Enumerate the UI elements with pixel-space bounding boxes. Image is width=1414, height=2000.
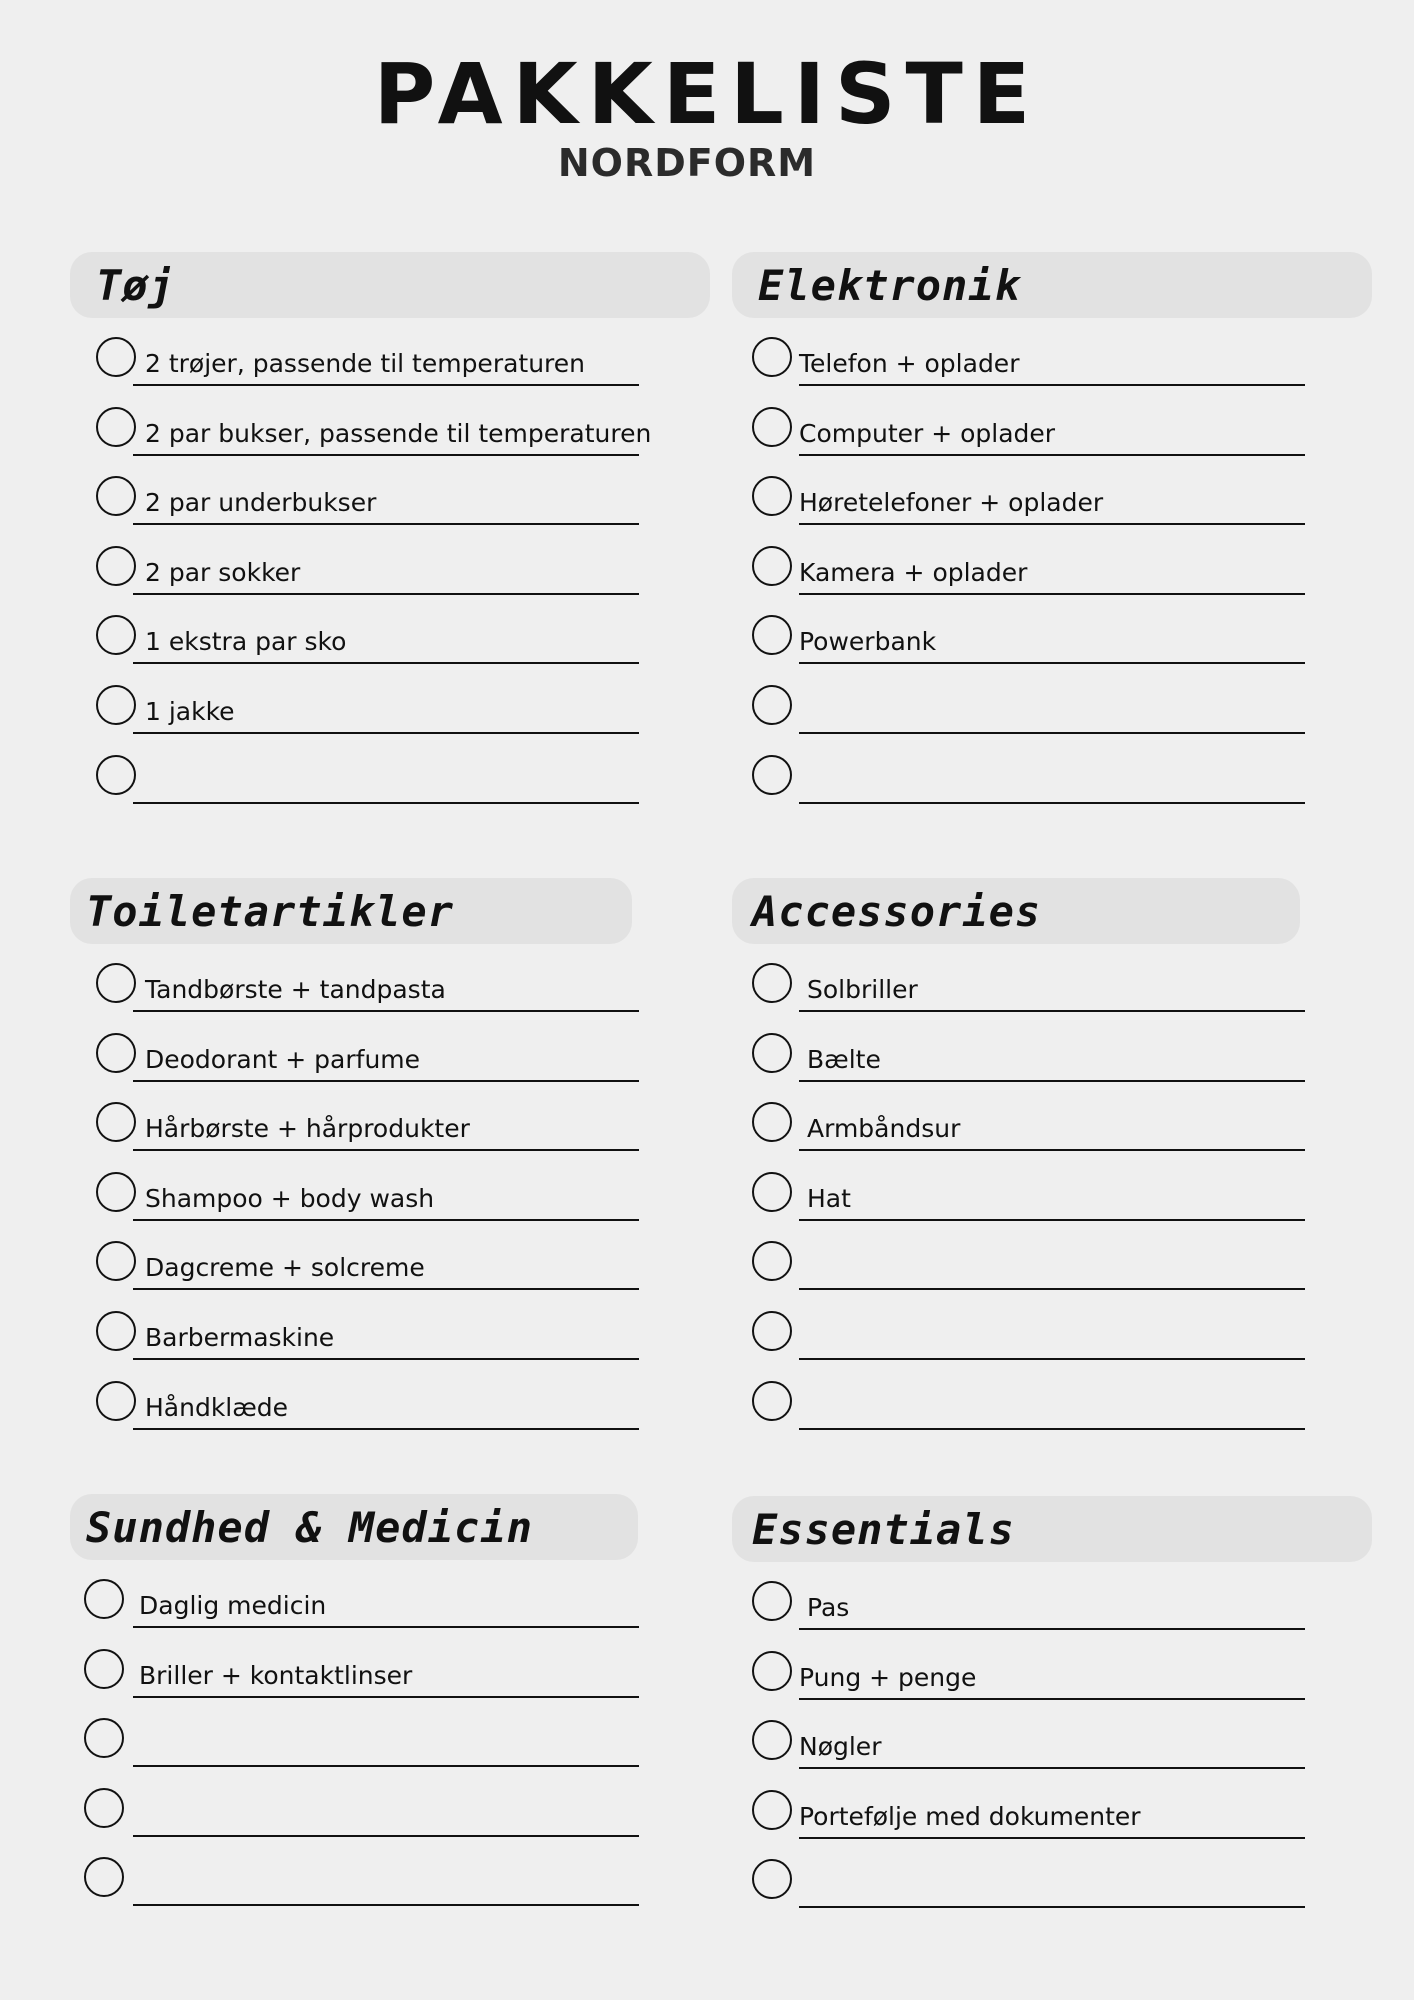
checkbox[interactable] [752,615,792,655]
write-line[interactable] [799,1358,1305,1360]
write-line [133,454,639,456]
checklist-item [70,1630,710,1700]
checklist-item [70,1222,710,1292]
item-label: Håndklæde [145,1392,289,1422]
item-label: Computer + oplader [799,418,1056,448]
write-line [799,1837,1305,1839]
write-line [133,1626,639,1628]
checklist-item [70,1838,710,1908]
checklist-item [732,1014,1372,1084]
item-label: 1 ekstra par sko [145,627,347,657]
checklist [732,944,1372,1431]
write-line [799,593,1305,595]
item-label: Telefon + oplader [799,349,1020,378]
write-line [799,523,1305,525]
checkbox[interactable] [752,1581,792,1621]
section-title: Essentials [752,1504,1015,1554]
checklist-item [70,318,710,388]
section-header [70,878,632,944]
write-line [799,1010,1305,1012]
write-line[interactable] [133,1835,639,1837]
checklist-item [732,1632,1372,1702]
checklist-item [70,1014,710,1084]
item-label: Daglig medicin [139,1591,327,1620]
checklist-item [70,388,710,458]
checklist-item [70,1362,710,1432]
checkbox[interactable] [96,1241,136,1281]
section-header [732,252,1372,318]
checklist-item [732,1083,1372,1153]
write-line [799,454,1305,456]
section-essentials [732,1496,1372,1910]
checkbox[interactable] [752,1651,792,1691]
checkbox[interactable] [96,1033,136,1073]
item-label: 1 jakke [145,696,235,726]
write-line [133,1358,639,1360]
section-header [70,252,710,318]
checklist [732,318,1372,805]
checkbox[interactable] [752,1859,792,1899]
write-line[interactable] [799,1428,1305,1430]
checklist-item [732,1840,1372,1910]
write-line[interactable] [133,1765,639,1767]
checkbox[interactable] [752,1790,792,1830]
write-line[interactable] [799,1288,1305,1290]
write-line [133,1696,639,1698]
checklist-item [732,1222,1372,1292]
checklist-item [732,1292,1372,1362]
write-line[interactable] [799,732,1305,734]
section-title: Tøj [96,260,175,310]
write-line [799,1698,1305,1700]
checklist-item [732,944,1372,1014]
item-label: Tandbørste + tandpasta [145,975,446,1004]
section-accessories [732,878,1372,1431]
write-line [799,1219,1305,1221]
write-line[interactable] [799,802,1305,804]
write-line [133,593,639,595]
checklist-item [732,457,1372,527]
checklist-item [732,318,1372,388]
section-elektronik [732,252,1372,805]
checklist-item [70,1083,710,1153]
item-label: 2 par underbukser [145,488,377,518]
checkbox[interactable] [752,546,792,586]
item-label: Deodorant + parfume [145,1044,421,1074]
section-header [70,1494,638,1560]
item-label: 2 par sokker [145,557,301,587]
write-line[interactable] [133,802,639,804]
write-line [799,1767,1305,1769]
write-line [133,662,639,664]
checkbox[interactable] [752,1381,792,1421]
checkbox[interactable] [752,337,792,377]
checkbox[interactable] [96,546,136,586]
item-label: 2 par bukser, passende til temperaturen [145,418,652,448]
page-subtitle: NORDFORM [557,141,817,185]
checklist-item [70,1560,710,1630]
checklist-item [70,596,710,666]
checkbox[interactable] [752,407,792,447]
checklist-item [732,1362,1372,1432]
checkbox[interactable] [96,1172,136,1212]
section-title: Sundhed & Medicin [86,1502,533,1552]
checklist-item [732,1562,1372,1632]
checkbox[interactable] [752,685,792,725]
checkbox[interactable] [96,1102,136,1142]
checkbox[interactable] [84,1579,124,1619]
section-header [732,878,1300,944]
section-sundhed-medicin [70,1494,710,1908]
checklist [70,944,710,1431]
section-title: Elektronik [758,260,1021,310]
checklist-item [732,1771,1372,1841]
item-label: Armbåndsur [807,1114,961,1144]
checklist-item [70,736,710,806]
item-label: Portefølje med dokumenter [799,1801,1141,1831]
section-title: Toiletartikler [86,886,455,936]
checklist-item [732,527,1372,597]
item-label: Powerbank [799,627,937,657]
checklist-item [70,666,710,736]
checkbox[interactable] [84,1788,124,1828]
item-label: Pas [807,1593,850,1622]
checkbox[interactable] [96,337,136,377]
checkbox[interactable] [752,1311,792,1351]
item-label: Pung + penge [799,1662,977,1692]
checkbox[interactable] [96,1381,136,1421]
checklist-item [732,596,1372,666]
checkbox[interactable] [96,963,136,1003]
checklist-item [732,1701,1372,1771]
checklist [70,318,710,805]
item-label: Barbermaskine [145,1322,335,1352]
checkbox[interactable] [752,1720,792,1760]
section-toiletartikler [70,878,710,1431]
write-line [133,1010,639,1012]
write-line [799,662,1305,664]
checklist-item [70,1769,710,1839]
item-label: Hat [807,1183,851,1213]
section-title: Accessories [752,886,1042,936]
write-line [133,1149,639,1151]
checklist-item [70,1292,710,1362]
write-line [799,1149,1305,1151]
checklist [732,1562,1372,1910]
checkbox[interactable] [752,476,792,516]
item-label: 2 trøjer, passende til temperaturen [145,349,586,378]
item-label: Nøgler [799,1732,882,1762]
checklist-item [732,388,1372,458]
checkbox[interactable] [96,407,136,447]
write-line [133,1428,639,1430]
checkbox[interactable] [96,685,136,725]
checkbox[interactable] [84,1857,124,1897]
item-label: Shampoo + body wash [145,1183,435,1213]
write-line [799,1080,1305,1082]
section-toj [70,252,710,805]
item-label: Hårbørste + hårprodukter [145,1114,470,1144]
item-label: Bælte [807,1044,881,1074]
checklist-item [70,1699,710,1769]
write-line [133,384,639,386]
checklist-item [732,666,1372,736]
checkbox[interactable] [96,755,136,795]
checklist [70,1560,710,1908]
write-line [133,1288,639,1290]
checkbox[interactable] [752,1241,792,1281]
item-label: Dagcreme + solcreme [145,1253,425,1283]
checklist-item [70,457,710,527]
write-line [799,1628,1305,1630]
page-title: PAKKELISTE [373,45,1041,143]
checklist-item [732,1153,1372,1223]
write-line [133,523,639,525]
checkbox[interactable] [96,1311,136,1351]
section-header [732,1496,1372,1562]
checklist-item [732,736,1372,806]
checkbox[interactable] [752,1033,792,1073]
write-line [133,732,639,734]
checklist-item [70,527,710,597]
checkbox[interactable] [84,1718,124,1758]
item-label: Solbriller [807,975,918,1004]
write-line [133,1080,639,1082]
write-line [799,384,1305,386]
checkbox[interactable] [752,963,792,1003]
checkbox[interactable] [96,476,136,516]
checklist-item [70,1153,710,1223]
checklist-item [70,944,710,1014]
checkbox[interactable] [752,1172,792,1212]
write-line[interactable] [799,1906,1305,1908]
checkbox[interactable] [96,615,136,655]
item-label: Kamera + oplader [799,557,1028,587]
item-label: Høretelefoner + oplader [799,488,1104,518]
write-line[interactable] [133,1904,639,1906]
checkbox[interactable] [752,1102,792,1142]
item-label: Briller + kontaktlinser [139,1660,413,1690]
write-line [133,1219,639,1221]
checkbox[interactable] [84,1649,124,1689]
checkbox[interactable] [752,755,792,795]
